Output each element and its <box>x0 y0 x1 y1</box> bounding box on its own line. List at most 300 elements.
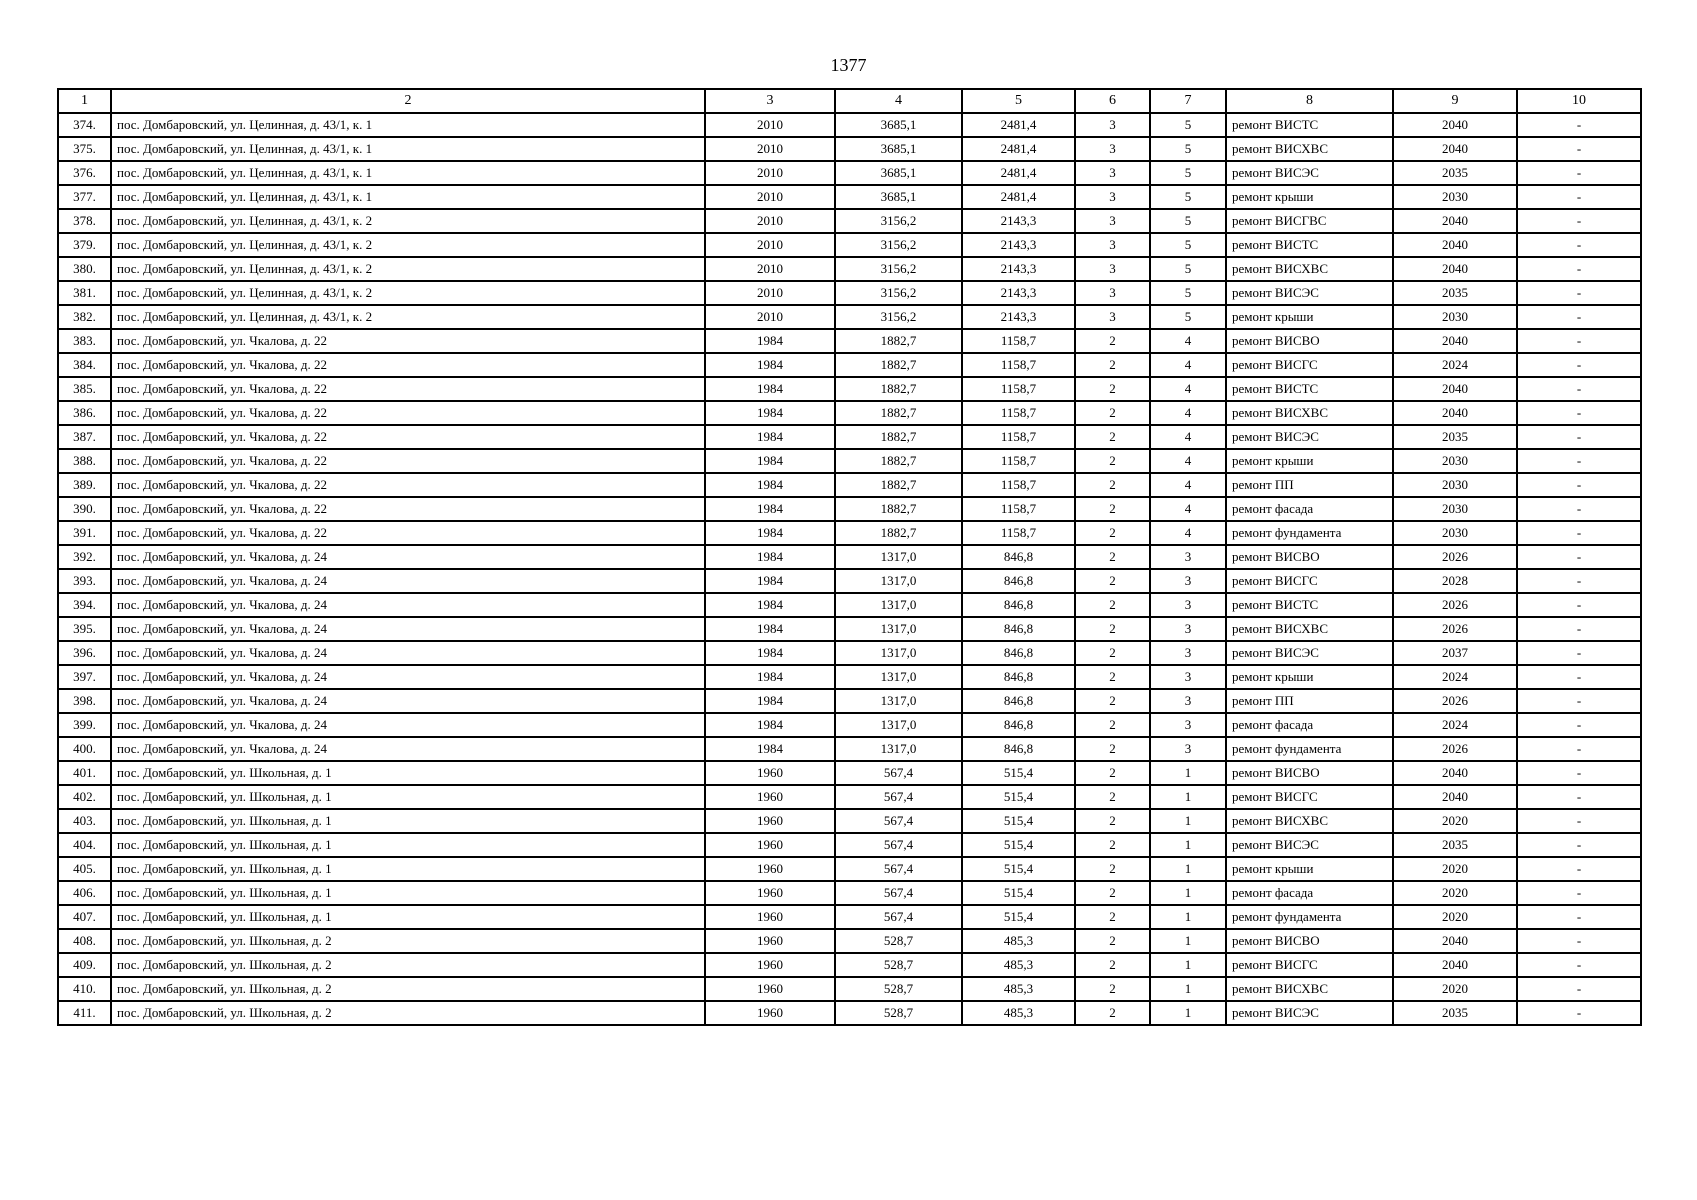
cell-living-area: 846,8 <box>962 641 1075 665</box>
cell-row-number: 396. <box>58 641 111 665</box>
cell-note: - <box>1517 257 1641 281</box>
cell-entrances: 2 <box>1075 497 1150 521</box>
cell-living-area: 485,3 <box>962 953 1075 977</box>
cell-row-number: 400. <box>58 737 111 761</box>
cell-work-type: ремонт ВИСГВС <box>1226 209 1393 233</box>
cell-year-built: 1984 <box>705 329 835 353</box>
cell-address: пос. Домбаровский, ул. Целинная, д. 43/1, к. 2 <box>111 233 705 257</box>
cell-planned-year: 2040 <box>1393 377 1517 401</box>
cell-total-area: 567,4 <box>835 761 962 785</box>
cell-address: пос. Домбаровский, ул. Чкалова, д. 22 <box>111 521 705 545</box>
cell-year-built: 1984 <box>705 449 835 473</box>
cell-row-number: 397. <box>58 665 111 689</box>
cell-address: пос. Домбаровский, ул. Школьная, д. 2 <box>111 977 705 1001</box>
cell-total-area: 1882,7 <box>835 425 962 449</box>
cell-floors: 1 <box>1150 881 1226 905</box>
cell-work-type: ремонт ВИСЭС <box>1226 1001 1393 1025</box>
cell-planned-year: 2035 <box>1393 425 1517 449</box>
cell-note: - <box>1517 425 1641 449</box>
cell-entrances: 2 <box>1075 353 1150 377</box>
cell-work-type: ремонт фасада <box>1226 497 1393 521</box>
table-row <box>58 689 1641 713</box>
cell-work-type: ремонт ВИСВО <box>1226 545 1393 569</box>
cell-address: пос. Домбаровский, ул. Целинная, д. 43/1, к. 2 <box>111 257 705 281</box>
cell-row-number: 399. <box>58 713 111 737</box>
cell-work-type: ремонт ВИСТС <box>1226 113 1393 137</box>
cell-work-type: ремонт ВИСТС <box>1226 593 1393 617</box>
cell-floors: 1 <box>1150 857 1226 881</box>
cell-entrances: 2 <box>1075 737 1150 761</box>
cell-address: пос. Домбаровский, ул. Чкалова, д. 24 <box>111 593 705 617</box>
cell-living-area: 2481,4 <box>962 113 1075 137</box>
cell-note: - <box>1517 617 1641 641</box>
cell-planned-year: 2040 <box>1393 233 1517 257</box>
cell-address: пос. Домбаровский, ул. Школьная, д. 1 <box>111 857 705 881</box>
cell-note: - <box>1517 353 1641 377</box>
cell-year-built: 2010 <box>705 113 835 137</box>
cell-floors: 5 <box>1150 113 1226 137</box>
cell-total-area: 528,7 <box>835 929 962 953</box>
cell-row-number: 376. <box>58 161 111 185</box>
cell-living-area: 846,8 <box>962 689 1075 713</box>
cell-year-built: 1984 <box>705 497 835 521</box>
column-header-4: 4 <box>835 89 962 113</box>
cell-entrances: 2 <box>1075 641 1150 665</box>
cell-year-built: 1960 <box>705 785 835 809</box>
cell-floors: 1 <box>1150 785 1226 809</box>
cell-address: пос. Домбаровский, ул. Целинная, д. 43/1, к. 1 <box>111 185 705 209</box>
cell-planned-year: 2020 <box>1393 905 1517 929</box>
cell-note: - <box>1517 113 1641 137</box>
cell-row-number: 387. <box>58 425 111 449</box>
cell-floors: 5 <box>1150 305 1226 329</box>
cell-work-type: ремонт ВИСХВС <box>1226 977 1393 1001</box>
cell-living-area: 2481,4 <box>962 161 1075 185</box>
cell-address: пос. Домбаровский, ул. Школьная, д. 1 <box>111 905 705 929</box>
cell-living-area: 846,8 <box>962 665 1075 689</box>
cell-living-area: 1158,7 <box>962 329 1075 353</box>
cell-year-built: 1960 <box>705 905 835 929</box>
cell-living-area: 846,8 <box>962 569 1075 593</box>
cell-row-number: 374. <box>58 113 111 137</box>
cell-work-type: ремонт ВИСГС <box>1226 353 1393 377</box>
cell-total-area: 1317,0 <box>835 641 962 665</box>
cell-year-built: 1984 <box>705 569 835 593</box>
cell-work-type: ремонт ПП <box>1226 689 1393 713</box>
cell-note: - <box>1517 497 1641 521</box>
cell-total-area: 3156,2 <box>835 233 962 257</box>
cell-entrances: 2 <box>1075 401 1150 425</box>
cell-work-type: ремонт ВИСЭС <box>1226 641 1393 665</box>
cell-living-area: 846,8 <box>962 593 1075 617</box>
cell-entrances: 3 <box>1075 161 1150 185</box>
column-header-9: 9 <box>1393 89 1517 113</box>
cell-living-area: 515,4 <box>962 785 1075 809</box>
cell-note: - <box>1517 137 1641 161</box>
cell-entrances: 3 <box>1075 137 1150 161</box>
cell-row-number: 404. <box>58 833 111 857</box>
page-number: 1377 <box>830 55 867 75</box>
cell-planned-year: 2040 <box>1393 329 1517 353</box>
cell-floors: 3 <box>1150 689 1226 713</box>
cell-address: пос. Домбаровский, ул. Чкалова, д. 24 <box>111 569 705 593</box>
cell-year-built: 2010 <box>705 185 835 209</box>
cell-work-type: ремонт ВИСВО <box>1226 329 1393 353</box>
cell-work-type: ремонт фасада <box>1226 881 1393 905</box>
cell-entrances: 2 <box>1075 977 1150 1001</box>
cell-row-number: 409. <box>58 953 111 977</box>
cell-planned-year: 2030 <box>1393 449 1517 473</box>
cell-address: пос. Домбаровский, ул. Школьная, д. 1 <box>111 809 705 833</box>
table-row <box>58 113 1641 137</box>
cell-entrances: 2 <box>1075 545 1150 569</box>
cell-year-built: 1960 <box>705 857 835 881</box>
table-row <box>58 233 1641 257</box>
cell-entrances: 2 <box>1075 761 1150 785</box>
cell-planned-year: 2040 <box>1393 785 1517 809</box>
cell-note: - <box>1517 809 1641 833</box>
cell-year-built: 2010 <box>705 137 835 161</box>
cell-living-area: 1158,7 <box>962 401 1075 425</box>
cell-row-number: 379. <box>58 233 111 257</box>
cell-entrances: 2 <box>1075 521 1150 545</box>
cell-entrances: 3 <box>1075 185 1150 209</box>
cell-entrances: 3 <box>1075 233 1150 257</box>
cell-row-number: 381. <box>58 281 111 305</box>
cell-year-built: 1960 <box>705 761 835 785</box>
cell-row-number: 382. <box>58 305 111 329</box>
cell-row-number: 386. <box>58 401 111 425</box>
table-row <box>58 761 1641 785</box>
cell-living-area: 515,4 <box>962 761 1075 785</box>
cell-entrances: 2 <box>1075 953 1150 977</box>
cell-address: пос. Домбаровский, ул. Чкалова, д. 22 <box>111 425 705 449</box>
cell-planned-year: 2020 <box>1393 809 1517 833</box>
cell-note: - <box>1517 953 1641 977</box>
cell-living-area: 846,8 <box>962 713 1075 737</box>
cell-work-type: ремонт крыши <box>1226 665 1393 689</box>
column-header-3: 3 <box>705 89 835 113</box>
cell-total-area: 567,4 <box>835 809 962 833</box>
cell-address: пос. Домбаровский, ул. Чкалова, д. 22 <box>111 329 705 353</box>
cell-total-area: 528,7 <box>835 977 962 1001</box>
cell-note: - <box>1517 449 1641 473</box>
cell-year-built: 2010 <box>705 233 835 257</box>
cell-address: пос. Домбаровский, ул. Чкалова, д. 24 <box>111 689 705 713</box>
table-row <box>58 857 1641 881</box>
cell-entrances: 3 <box>1075 113 1150 137</box>
table-row <box>58 833 1641 857</box>
cell-note: - <box>1517 473 1641 497</box>
cell-entrances: 2 <box>1075 449 1150 473</box>
cell-entrances: 2 <box>1075 569 1150 593</box>
cell-entrances: 2 <box>1075 1001 1150 1025</box>
cell-living-area: 1158,7 <box>962 473 1075 497</box>
cell-note: - <box>1517 689 1641 713</box>
cell-note: - <box>1517 281 1641 305</box>
cell-planned-year: 2030 <box>1393 497 1517 521</box>
cell-planned-year: 2035 <box>1393 161 1517 185</box>
cell-note: - <box>1517 377 1641 401</box>
cell-planned-year: 2030 <box>1393 305 1517 329</box>
cell-planned-year: 2040 <box>1393 953 1517 977</box>
cell-note: - <box>1517 761 1641 785</box>
cell-year-built: 1984 <box>705 353 835 377</box>
cell-year-built: 1960 <box>705 809 835 833</box>
cell-living-area: 1158,7 <box>962 425 1075 449</box>
cell-floors: 4 <box>1150 353 1226 377</box>
cell-planned-year: 2030 <box>1393 521 1517 545</box>
cell-living-area: 515,4 <box>962 809 1075 833</box>
cell-note: - <box>1517 593 1641 617</box>
cell-planned-year: 2026 <box>1393 737 1517 761</box>
cell-address: пос. Домбаровский, ул. Целинная, д. 43/1, к. 2 <box>111 209 705 233</box>
table-row <box>58 953 1641 977</box>
cell-planned-year: 2024 <box>1393 353 1517 377</box>
cell-planned-year: 2026 <box>1393 689 1517 713</box>
cell-total-area: 3156,2 <box>835 305 962 329</box>
cell-note: - <box>1517 785 1641 809</box>
cell-work-type: ремонт ПП <box>1226 473 1393 497</box>
column-header-6: 6 <box>1075 89 1150 113</box>
cell-row-number: 392. <box>58 545 111 569</box>
cell-planned-year: 2020 <box>1393 857 1517 881</box>
cell-living-area: 2143,3 <box>962 209 1075 233</box>
cell-floors: 4 <box>1150 401 1226 425</box>
repair-schedule-table <box>57 88 1642 1026</box>
cell-work-type: ремонт ВИСГС <box>1226 569 1393 593</box>
table-header-row <box>58 89 1641 113</box>
cell-total-area: 528,7 <box>835 1001 962 1025</box>
cell-row-number: 402. <box>58 785 111 809</box>
cell-entrances: 2 <box>1075 929 1150 953</box>
cell-year-built: 1960 <box>705 881 835 905</box>
table-row <box>58 473 1641 497</box>
cell-note: - <box>1517 329 1641 353</box>
cell-floors: 1 <box>1150 929 1226 953</box>
cell-year-built: 1984 <box>705 473 835 497</box>
table-row <box>58 329 1641 353</box>
cell-planned-year: 2040 <box>1393 137 1517 161</box>
cell-total-area: 1882,7 <box>835 329 962 353</box>
cell-floors: 1 <box>1150 953 1226 977</box>
cell-total-area: 1882,7 <box>835 377 962 401</box>
cell-year-built: 1960 <box>705 953 835 977</box>
cell-floors: 4 <box>1150 425 1226 449</box>
cell-entrances: 2 <box>1075 377 1150 401</box>
cell-floors: 3 <box>1150 641 1226 665</box>
cell-work-type: ремонт ВИСВО <box>1226 929 1393 953</box>
cell-note: - <box>1517 521 1641 545</box>
column-header-1: 1 <box>58 89 111 113</box>
cell-living-area: 515,4 <box>962 905 1075 929</box>
cell-note: - <box>1517 233 1641 257</box>
cell-year-built: 2010 <box>705 209 835 233</box>
cell-floors: 3 <box>1150 617 1226 641</box>
cell-row-number: 411. <box>58 1001 111 1025</box>
table-row <box>58 593 1641 617</box>
table-row <box>58 641 1641 665</box>
table-row <box>58 401 1641 425</box>
cell-year-built: 1984 <box>705 617 835 641</box>
cell-planned-year: 2040 <box>1393 929 1517 953</box>
cell-total-area: 567,4 <box>835 833 962 857</box>
cell-row-number: 388. <box>58 449 111 473</box>
cell-floors: 3 <box>1150 713 1226 737</box>
cell-floors: 3 <box>1150 665 1226 689</box>
cell-address: пос. Домбаровский, ул. Чкалова, д. 24 <box>111 665 705 689</box>
cell-year-built: 2010 <box>705 281 835 305</box>
table-row <box>58 377 1641 401</box>
cell-living-area: 1158,7 <box>962 449 1075 473</box>
cell-total-area: 1317,0 <box>835 713 962 737</box>
cell-planned-year: 2026 <box>1393 593 1517 617</box>
cell-work-type: ремонт ВИСТС <box>1226 233 1393 257</box>
cell-planned-year: 2035 <box>1393 833 1517 857</box>
cell-total-area: 567,4 <box>835 905 962 929</box>
table-row <box>58 545 1641 569</box>
cell-planned-year: 2026 <box>1393 545 1517 569</box>
cell-row-number: 403. <box>58 809 111 833</box>
cell-total-area: 3685,1 <box>835 113 962 137</box>
cell-living-area: 846,8 <box>962 737 1075 761</box>
cell-address: пос. Домбаровский, ул. Школьная, д. 1 <box>111 881 705 905</box>
cell-year-built: 1984 <box>705 689 835 713</box>
cell-year-built: 2010 <box>705 305 835 329</box>
cell-address: пос. Домбаровский, ул. Школьная, д. 1 <box>111 785 705 809</box>
cell-note: - <box>1517 305 1641 329</box>
cell-living-area: 846,8 <box>962 545 1075 569</box>
cell-planned-year: 2037 <box>1393 641 1517 665</box>
table-row <box>58 161 1641 185</box>
cell-planned-year: 2040 <box>1393 761 1517 785</box>
column-header-5: 5 <box>962 89 1075 113</box>
cell-entrances: 2 <box>1075 473 1150 497</box>
cell-total-area: 1882,7 <box>835 497 962 521</box>
cell-note: - <box>1517 737 1641 761</box>
cell-total-area: 1882,7 <box>835 353 962 377</box>
cell-total-area: 1317,0 <box>835 665 962 689</box>
cell-work-type: ремонт фундамента <box>1226 521 1393 545</box>
cell-total-area: 1882,7 <box>835 473 962 497</box>
cell-row-number: 389. <box>58 473 111 497</box>
cell-row-number: 395. <box>58 617 111 641</box>
table-row <box>58 809 1641 833</box>
cell-work-type: ремонт ВИСЭС <box>1226 161 1393 185</box>
cell-living-area: 515,4 <box>962 833 1075 857</box>
cell-entrances: 3 <box>1075 209 1150 233</box>
cell-living-area: 846,8 <box>962 617 1075 641</box>
cell-work-type: ремонт ВИСХВС <box>1226 809 1393 833</box>
cell-total-area: 528,7 <box>835 953 962 977</box>
cell-entrances: 2 <box>1075 833 1150 857</box>
table-row <box>58 1001 1641 1025</box>
cell-year-built: 2010 <box>705 257 835 281</box>
cell-address: пос. Домбаровский, ул. Чкалова, д. 24 <box>111 545 705 569</box>
column-header-2: 2 <box>111 89 705 113</box>
cell-total-area: 3156,2 <box>835 209 962 233</box>
cell-entrances: 3 <box>1075 281 1150 305</box>
cell-planned-year: 2035 <box>1393 1001 1517 1025</box>
cell-living-area: 2143,3 <box>962 281 1075 305</box>
cell-planned-year: 2040 <box>1393 257 1517 281</box>
cell-work-type: ремонт фундамента <box>1226 737 1393 761</box>
cell-floors: 1 <box>1150 1001 1226 1025</box>
cell-entrances: 2 <box>1075 857 1150 881</box>
table-row <box>58 977 1641 1001</box>
cell-year-built: 1960 <box>705 1001 835 1025</box>
cell-entrances: 3 <box>1075 257 1150 281</box>
cell-row-number: 401. <box>58 761 111 785</box>
cell-year-built: 1960 <box>705 833 835 857</box>
cell-address: пос. Домбаровский, ул. Чкалова, д. 22 <box>111 401 705 425</box>
cell-living-area: 485,3 <box>962 1001 1075 1025</box>
cell-row-number: 406. <box>58 881 111 905</box>
table-row <box>58 881 1641 905</box>
cell-work-type: ремонт крыши <box>1226 185 1393 209</box>
cell-work-type: ремонт крыши <box>1226 857 1393 881</box>
column-header-8: 8 <box>1226 89 1393 113</box>
cell-living-area: 2143,3 <box>962 257 1075 281</box>
cell-row-number: 391. <box>58 521 111 545</box>
cell-year-built: 1960 <box>705 929 835 953</box>
table-row <box>58 209 1641 233</box>
cell-work-type: ремонт ВИСТС <box>1226 377 1393 401</box>
table-row <box>58 905 1641 929</box>
table-row <box>58 353 1641 377</box>
cell-living-area: 2143,3 <box>962 233 1075 257</box>
cell-address: пос. Домбаровский, ул. Целинная, д. 43/1, к. 2 <box>111 281 705 305</box>
cell-note: - <box>1517 665 1641 689</box>
cell-address: пос. Домбаровский, ул. Чкалова, д. 22 <box>111 353 705 377</box>
cell-living-area: 1158,7 <box>962 377 1075 401</box>
cell-planned-year: 2028 <box>1393 569 1517 593</box>
cell-total-area: 1882,7 <box>835 401 962 425</box>
cell-planned-year: 2030 <box>1393 473 1517 497</box>
cell-living-area: 515,4 <box>962 881 1075 905</box>
cell-total-area: 1317,0 <box>835 689 962 713</box>
cell-entrances: 2 <box>1075 809 1150 833</box>
cell-work-type: ремонт ВИСВО <box>1226 761 1393 785</box>
cell-planned-year: 2024 <box>1393 665 1517 689</box>
cell-year-built: 1984 <box>705 377 835 401</box>
cell-year-built: 1984 <box>705 665 835 689</box>
cell-year-built: 2010 <box>705 161 835 185</box>
table-row <box>58 929 1641 953</box>
cell-address: пос. Домбаровский, ул. Школьная, д. 2 <box>111 1001 705 1025</box>
cell-floors: 4 <box>1150 377 1226 401</box>
cell-row-number: 377. <box>58 185 111 209</box>
cell-address: пос. Домбаровский, ул. Целинная, д. 43/1, к. 1 <box>111 113 705 137</box>
cell-floors: 5 <box>1150 281 1226 305</box>
cell-total-area: 567,4 <box>835 857 962 881</box>
cell-entrances: 3 <box>1075 305 1150 329</box>
table-row <box>58 449 1641 473</box>
cell-total-area: 3156,2 <box>835 281 962 305</box>
cell-floors: 3 <box>1150 737 1226 761</box>
cell-floors: 1 <box>1150 905 1226 929</box>
cell-entrances: 2 <box>1075 425 1150 449</box>
cell-total-area: 3685,1 <box>835 137 962 161</box>
cell-work-type: ремонт ВИСХВС <box>1226 401 1393 425</box>
cell-note: - <box>1517 401 1641 425</box>
cell-note: - <box>1517 545 1641 569</box>
cell-row-number: 407. <box>58 905 111 929</box>
cell-address: пос. Домбаровский, ул. Школьная, д. 2 <box>111 929 705 953</box>
cell-address: пос. Домбаровский, ул. Чкалова, д. 24 <box>111 617 705 641</box>
cell-living-area: 1158,7 <box>962 521 1075 545</box>
table-row <box>58 425 1641 449</box>
